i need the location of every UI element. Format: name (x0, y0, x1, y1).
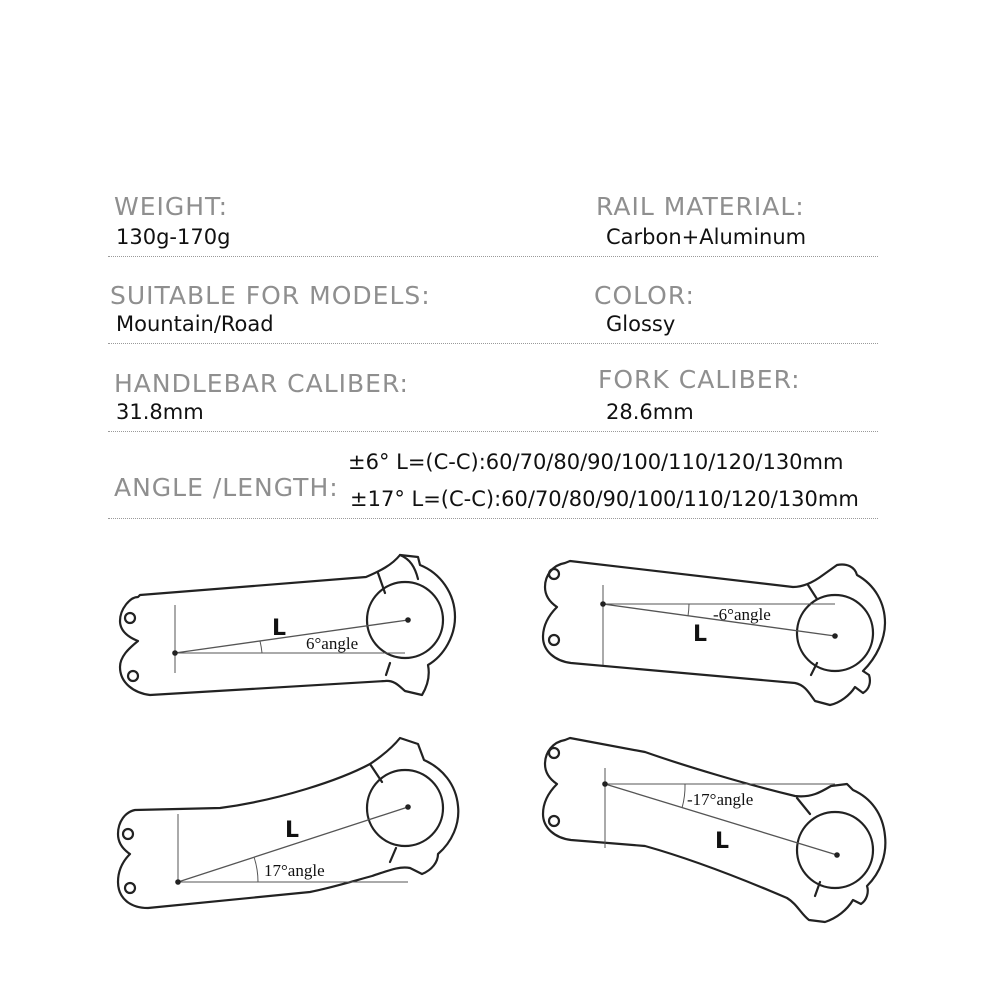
suitable-models-label: SUITABLE FOR MODELS: (110, 281, 431, 310)
angle-arc (682, 784, 685, 808)
center-point (834, 852, 840, 858)
stem-outline (120, 555, 455, 695)
angle-arc (254, 857, 258, 882)
clamp-bore-icon (797, 812, 873, 888)
handlebar-caliber-value: 31.8mm (116, 400, 204, 424)
angle-arc (688, 604, 689, 616)
angle-arc (260, 641, 262, 653)
fork-caliber-value: 28.6mm (606, 400, 694, 424)
length-label: L (272, 616, 287, 641)
angle-length-label: ANGLE /LENGTH: (114, 473, 339, 502)
rail-material-label: RAIL MATERIAL: (596, 192, 805, 221)
weight-value: 130g-170g (116, 225, 231, 249)
angle-length-line2: ±17° L=(C-C):60/70/80/90/100/110/120/130mm (350, 487, 859, 511)
clamp-slot (797, 798, 820, 896)
center-point (175, 879, 181, 885)
center-point (405, 617, 411, 623)
angle-label: -17°angle (687, 790, 754, 809)
bolt-hole-icon (549, 748, 559, 758)
rail-material-value: Carbon+Aluminum (606, 225, 807, 249)
handlebar-caliber-label: HANDLEBAR CALIBER: (114, 369, 409, 398)
angle-label: -6°angle (713, 605, 771, 624)
stem-diagram-negative-17 (525, 728, 895, 928)
length-line (175, 620, 408, 653)
center-point (172, 650, 178, 656)
bolt-hole-icon (549, 635, 559, 645)
bolt-hole-icon (123, 829, 133, 839)
weight-label: WEIGHT: (114, 192, 229, 221)
suitable-models-value: Mountain/Road (116, 312, 274, 336)
fork-caliber-label: FORK CALIBER: (598, 365, 801, 394)
length-label: L (715, 829, 730, 854)
stem-diagram-positive-6 (100, 545, 470, 715)
clamp-bore-icon (797, 595, 873, 671)
stem-diagram-negative-6 (525, 545, 895, 715)
stem-diagram-positive-17 (100, 730, 470, 930)
bolt-hole-icon (549, 816, 559, 826)
bolt-hole-icon (125, 883, 135, 893)
bolt-hole-icon (128, 671, 138, 681)
divider (108, 518, 878, 519)
bolt-hole-icon (125, 613, 135, 623)
bolt-hole-icon (549, 569, 559, 579)
color-label: COLOR: (594, 281, 695, 310)
center-point (602, 781, 608, 787)
divider (108, 256, 878, 257)
clamp-slot (370, 764, 396, 862)
stem-outline (543, 561, 885, 705)
color-value: Glossy (606, 312, 676, 336)
center-point (405, 804, 411, 810)
center-point (600, 601, 606, 607)
angle-label: 17°angle (264, 861, 325, 880)
angle-length-line1: ±6° L=(C-C):60/70/80/90/100/110/120/130mm (348, 450, 844, 474)
angle-label: 6°angle (306, 634, 359, 653)
bolt-boss-icon (400, 555, 418, 579)
divider (108, 343, 878, 344)
length-label: L (285, 818, 300, 843)
length-label: L (693, 622, 708, 647)
center-point (832, 633, 838, 639)
divider (108, 431, 878, 432)
